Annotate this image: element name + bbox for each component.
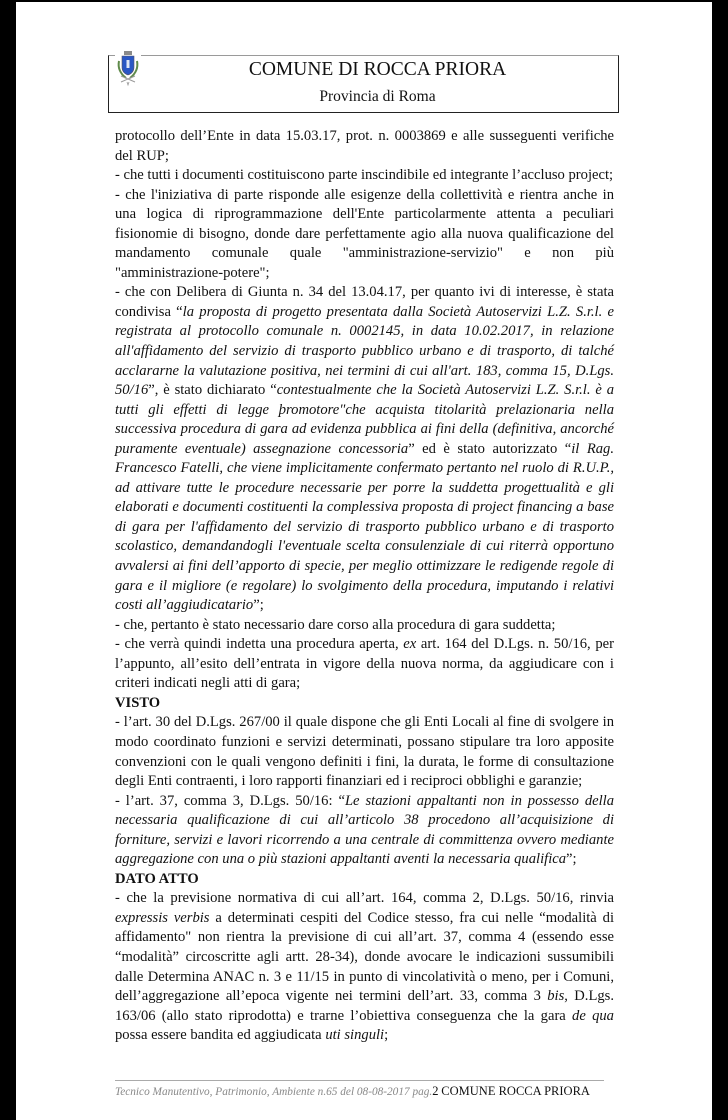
italic-text-run: contestualmente che la Società Autoservizi L.Z. S.r.l. è a tutti gli effetti di legge þromotore"che acquista titolarità prelazionaria nella successiva procedura di gara ad evidenza pubblica ai fini della (definitiva, ancorché puramente eventuale) assegnazione concessoria (115, 382, 615, 457)
italic-text-run: bis (547, 988, 565, 1005)
italic-text-run: la proposta di progetto presentata dalla Società Autoservizi L.Z. S.r.l. e registrata al protocollo comunale n. 0002145, in data 10.02.2017, in relazione all'affidamento del servizio di trasporto pubblico urbano e di trasporto, di talché acclararne la valutazione positiva, nei termini di cui all'art. 183, comma 15, D.Lgs. 50/16 (115, 303, 614, 399)
paragraph (115, 616, 614, 636)
text-run: - che la previsione normativa di cui all’art. 164, comma 2, D.Lgs. 50/16, rinvia (115, 890, 614, 907)
paragraph (115, 186, 614, 284)
text-run: protocollo dell’Ente in data 15.03.17, prot. n. 0003869 e alle susseguenti verifiche del RUP; (115, 128, 614, 164)
text-run: , D.Lgs. 163/06 (allo stato riprodotta) e trarne l’obiettiva conseguenza che la gara (115, 988, 614, 1024)
footer-organization: COMUNE ROCCA PRIORA (441, 1083, 590, 1098)
italic-text-run: il Rag. Francesco Fatelli, che viene implicitamente confermato pertanto nel ruolo di R.U.P., ad attivare tutte le procedure necessarie per porre la suddetta progettualità e gli elaborati e documenti costituenti la complessiva proposta di project financing a base di gara per l'affidamento del servizio di trasporto pubblico urbano e di trasporto scolastico, demandandogli l'eventuale scelta consulenziale di cui riterrà opportuno avvalersi ai fini dell’apporto di specie, per meglio ottimizzare le redigende regole di gara e il migliore (e regolare) lo svolgimento della procedura, imputando i relativi costi all’aggiudicatario (115, 440, 615, 614)
section-heading-visto: VISTO (115, 694, 161, 711)
text-run: - che con Delibera di Giunta n. 34 del 13.04.17, per quanto ivi di interesse, è stata condivisa “ (115, 284, 614, 320)
footer-reference: Tecnico Manutentivo, Patrimonio, Ambiente n.65 del 08-08-2017 pag. (115, 1085, 433, 1098)
italic-text-run: Le stazioni appaltanti non in possesso della necessaria qualificazione di cui all’articolo 38 procedono all’acquisizione di forniture, servizi e lavori ricorrendo a una centrale di committenza ovvero mediante aggregazione con una o più stazioni appaltanti aventi la necessaria qualifica (115, 792, 615, 868)
text-run: - che tutti i documenti costituiscono parte inscindibile ed integrante l’accluso project; (115, 167, 614, 184)
section-heading-dato-atto: DATO ATTO (115, 870, 199, 887)
text-run: ”; (566, 851, 577, 868)
italic-text-run: uti singuli (325, 1027, 385, 1044)
text-run: - l’art. 37, comma 3, D.Lgs. 50/16: “ (115, 792, 345, 809)
text-run: ; (384, 1027, 389, 1044)
page-number: 2 (432, 1083, 439, 1098)
paragraph (115, 635, 614, 694)
document-page (16, 2, 712, 1120)
text-run: - che l'iniziativa di parte risponde alle esigenze della collettività e rientra anche in una logica di riprogrammazione dell'Ente particolarmente attenta a peculiari fisionomie di bisogno, donde dare perfettamente agio alla nuova qualificazione del mandamento comunale quale "amministrazione-servizio" e non più "amministrazione-potere"; (115, 186, 614, 281)
text-run: ”; (253, 597, 264, 614)
province-subtitle: Provincia di Roma (319, 88, 436, 105)
text-run: possa essere bandita ed aggiudicata (115, 1027, 326, 1044)
paragraph (115, 283, 614, 615)
paragraph (115, 127, 614, 166)
footer-divider (115, 1080, 604, 1081)
paragraph (115, 889, 614, 1045)
text-run: - l’art. 30 del D.Lgs. 267/00 il quale dispone che gli Enti Locali al fine di svolgere in modo coordinato funzioni e servizi determinati, possano stipulare tra loro apposite convenzioni con le quali vengono definiti i fini, la durata, le forme di consultazione degli Enti contraenti, i loro rapporti finanziari ed i reciproci obblighi e garanzie; (115, 714, 614, 790)
page-footer (115, 1083, 604, 1100)
text-run: - che, pertanto è stato necessario dare corso alla procedura di gara suddetta; (115, 616, 556, 633)
text-run: art. 164 del D.Lgs. n. 50/16, per l’appunto, all’esito dell’entrata in vigore della nuova norma, da aggiudicare con i criteri indicati negli atti di gara; (115, 636, 615, 692)
document-body (115, 127, 614, 1046)
page-footer-area (115, 1080, 604, 1100)
paragraph (115, 713, 614, 791)
text-run: ”, è stato dichiarato “ (148, 382, 277, 399)
paragraph (115, 792, 614, 870)
paragraph (115, 166, 614, 186)
text-run: ” ed è stato autorizzato “ (408, 440, 572, 457)
italic-text-run: expressis verbis (115, 909, 210, 926)
italic-text-run: ex (403, 636, 417, 653)
text-run: a determinati cespiti del Codice stesso, fra cui nelle “modalità di affidamento" non rientra la previsione di cui all’art. 37, comma 4 (essendo esse “modalità” circoscritte agli artt. 28-34), donde avocare le indicazioni sussumibili dalle Determina ANAC n. 3 e 11/15 in punto di vincolatività o meno, per i Comuni, dell’aggregazione all’epoca vigente nei termini dell’art. 33, comma 3 (115, 909, 614, 1005)
text-run: - che verrà quindi indetta una procedura aperta, (115, 636, 404, 653)
municipality-title: COMUNE DI ROCCA PRIORA (248, 59, 507, 80)
italic-text-run: de qua (572, 1007, 614, 1024)
letterhead-box (108, 55, 619, 113)
